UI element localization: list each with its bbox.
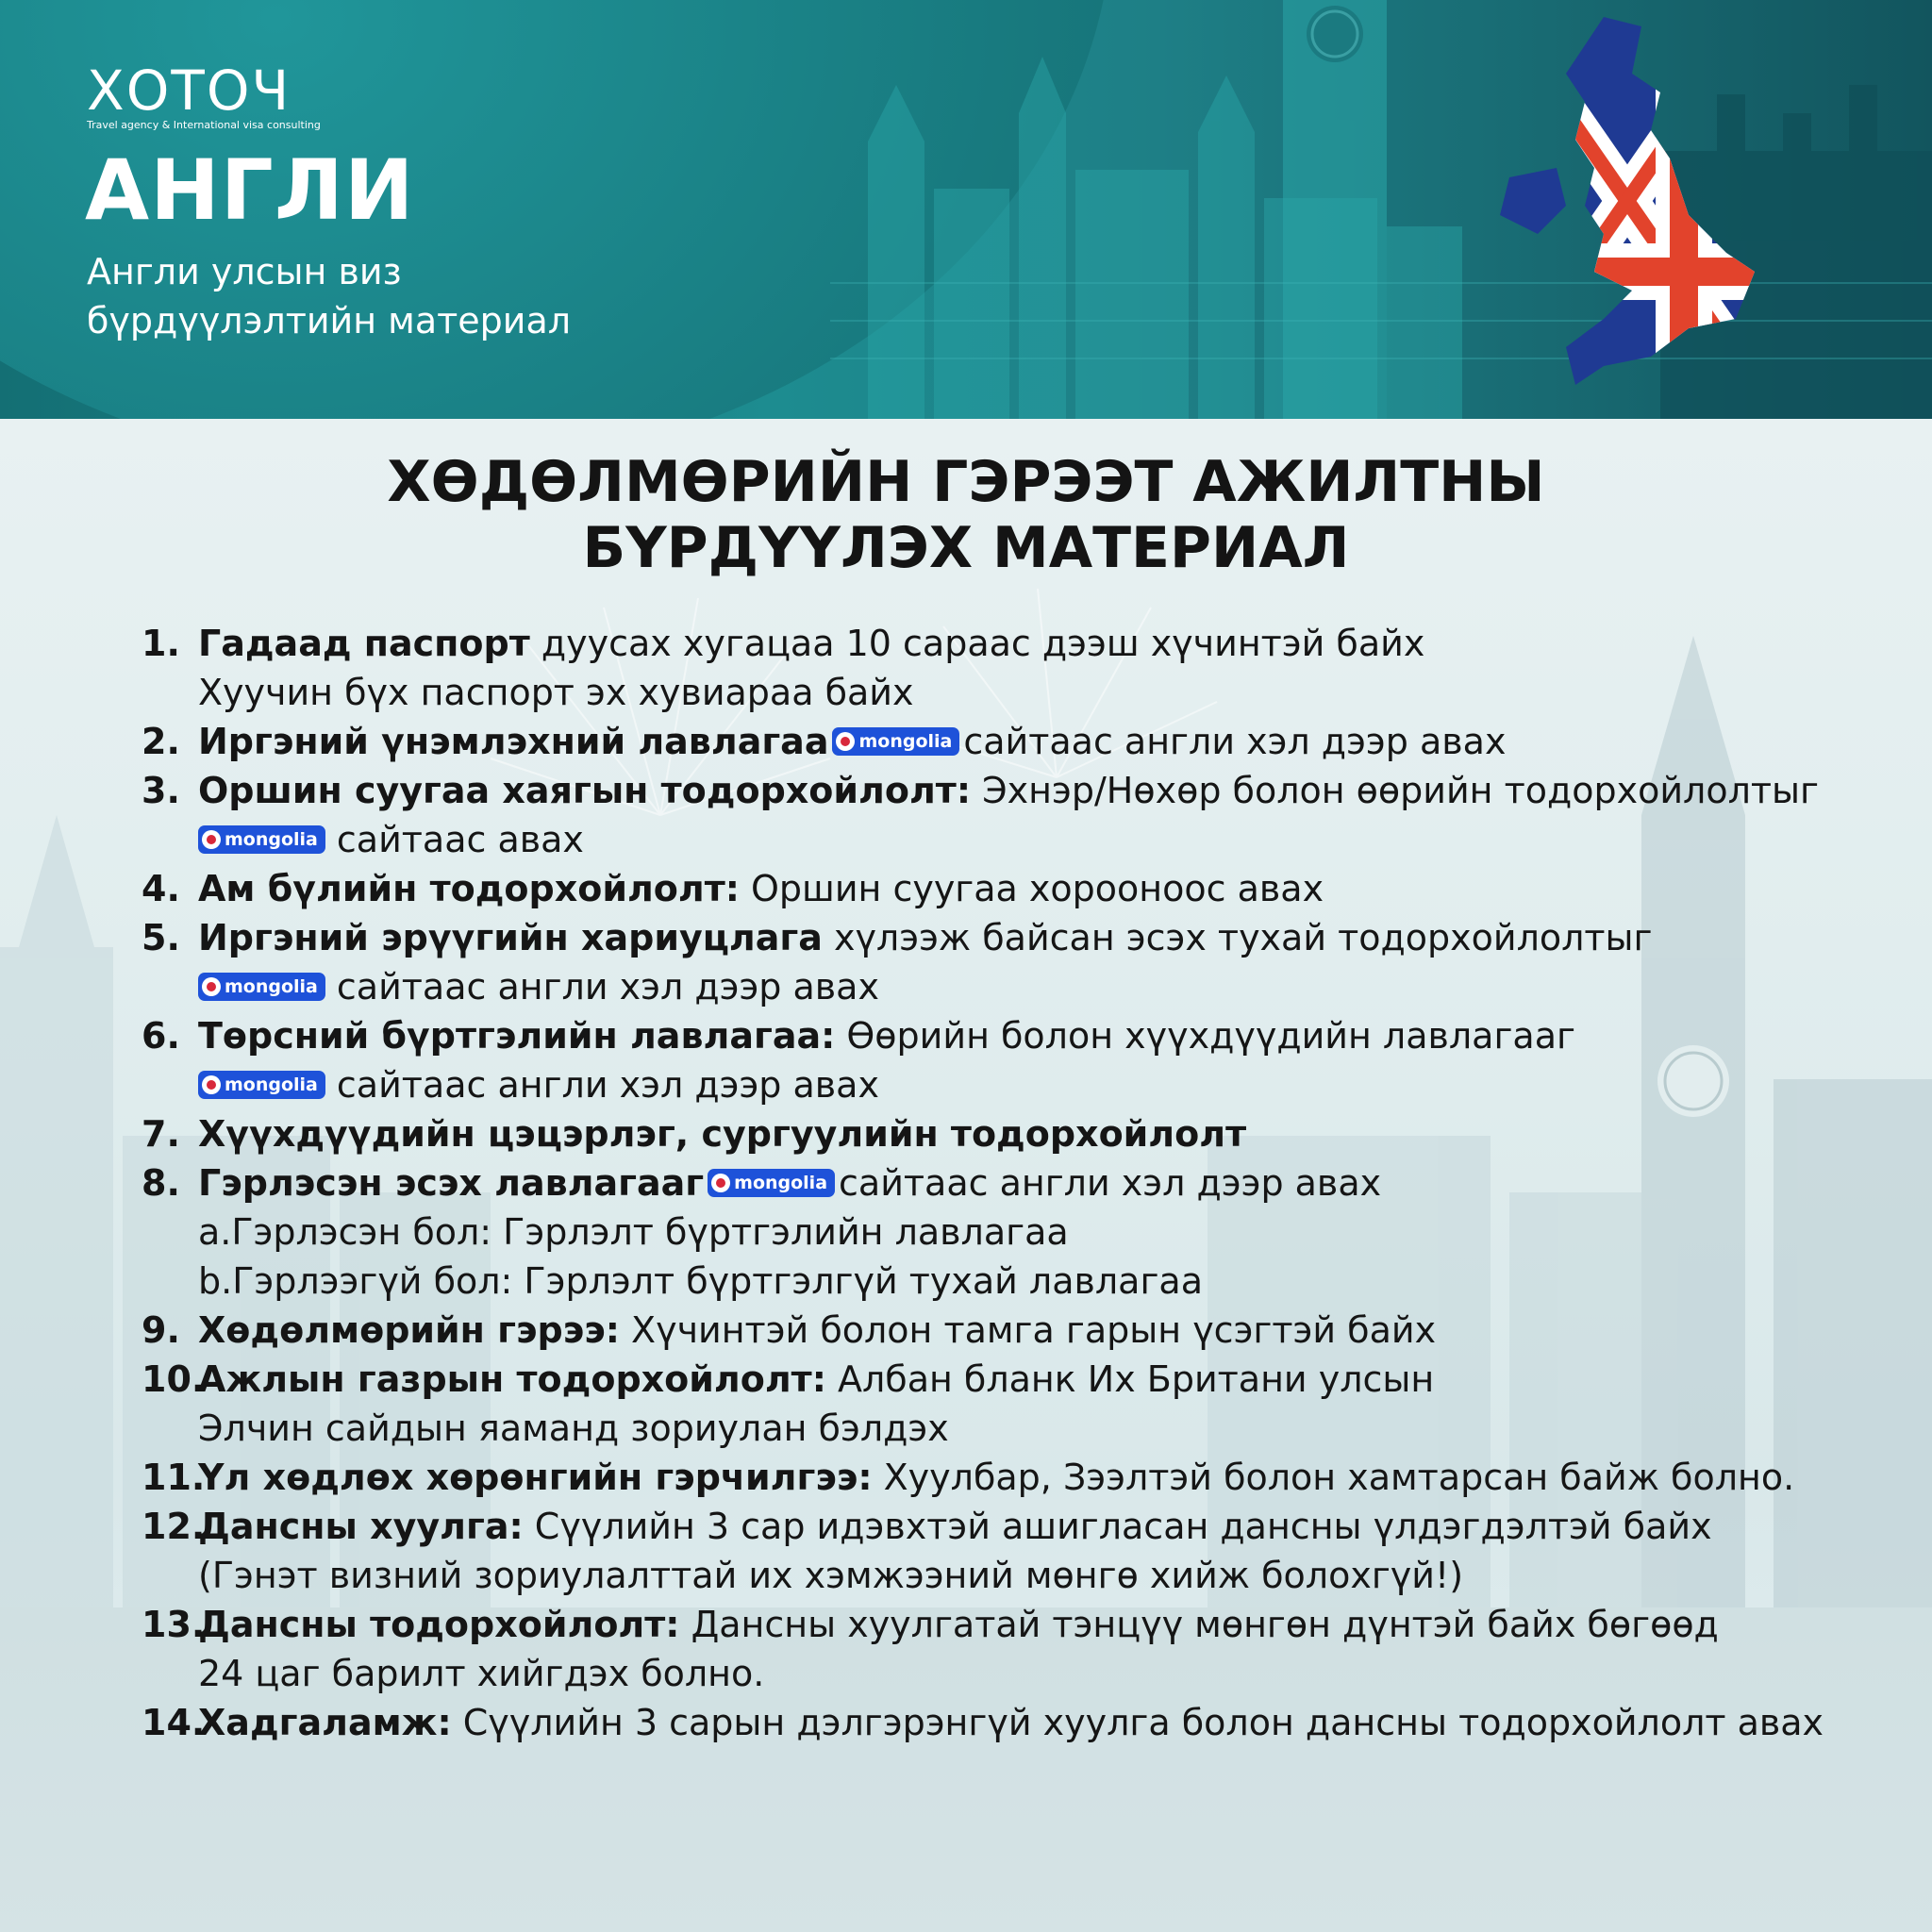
item-title: Оршин суугаа хаягын тодорхойлолт: — [198, 770, 972, 811]
list-item-continuation — [142, 1404, 1915, 1453]
item-title: Үл хөдлөх хөрөнгийн гэрчилгээ: — [198, 1457, 873, 1498]
e-mongolia-logo-icon — [202, 977, 221, 996]
item-number: 2. — [142, 721, 180, 762]
item-text: 24 цаг барилт хийгдэх болно. — [198, 1653, 765, 1694]
item-text: Хуулбар, Зээлтэй болон хамтарсан байж болно. — [872, 1457, 1795, 1498]
list-item — [142, 1502, 1915, 1551]
item-text: сайтаас англи хэл дээр авах — [963, 721, 1507, 762]
item-text: дуусах хугацаа 10 сараас дээш хүчинтэй байх — [529, 623, 1425, 664]
item-text: (Гэнэт визний зориулалттай их хэмжээний мөнгө хийж болохгүй!) — [198, 1555, 1464, 1596]
item-title: Хадгаламж: — [198, 1702, 452, 1743]
e-mongolia-badge — [708, 1169, 835, 1197]
e-mongolia-badge — [198, 1071, 325, 1099]
item-text: Хүчинтэй болон тамга гарын үсэгтэй байх — [619, 1309, 1437, 1351]
item-text: Оршин суугаа хорооноос авах — [739, 868, 1324, 909]
item-title: Иргэний үнэмлэхний лавлагаа — [198, 721, 829, 762]
logo-tagline: Travel agency & International visa consulting — [87, 119, 321, 131]
e-mongolia-logo-icon — [836, 732, 855, 751]
list-item — [142, 1306, 1915, 1355]
badge-label: mongolia — [734, 1173, 828, 1193]
item-number: 7. — [142, 1113, 180, 1155]
item-number: 12. — [142, 1506, 206, 1547]
item-text: сайтаас англи хэл дээр авах — [336, 966, 879, 1008]
westminster-skyline-image — [830, 0, 1932, 419]
subtitle-line-1: Англи улсын виз — [87, 251, 402, 292]
list-item — [142, 913, 1915, 962]
list-subitem — [142, 1208, 1915, 1257]
item-title: Хүүхдүүдийн цэцэрлэг, сургуулийн тодорхойлолт — [198, 1113, 1247, 1155]
item-title: Дансны тодорхойлолт: — [198, 1604, 680, 1645]
item-number: 1. — [142, 623, 180, 664]
list-item — [142, 619, 1915, 668]
item-title: Гадаад паспорт — [198, 623, 530, 664]
e-mongolia-badge — [832, 727, 959, 756]
item-title: Иргэний эрүүгийн хариуцлага — [198, 917, 823, 958]
e-mongolia-badge — [198, 825, 325, 854]
country-title: АНГЛИ — [85, 142, 415, 239]
company-logo — [87, 58, 332, 134]
country-subtitle — [87, 247, 571, 345]
subtitle-line-2: бүрдүүлэлтийн материал — [87, 300, 572, 341]
item-subtext: b.Гэрлээгүй бол: Гэрлэлт бүртгэлгүй тухай лавлагаа — [198, 1260, 1204, 1302]
badge-label: mongolia — [225, 976, 318, 997]
e-mongolia-logo-icon — [202, 830, 221, 849]
item-title: Хөдөлмөрийн гэрээ: — [198, 1309, 620, 1351]
item-text: сайтаас англи хэл дээр авах — [839, 1162, 1382, 1204]
item-number: 5. — [142, 917, 180, 958]
item-text: Эхнэр/Нөхөр болон өөрийн тодорхойлолтыг — [971, 770, 1819, 811]
item-title: Дансны хуулга: — [198, 1506, 524, 1547]
item-number: 9. — [142, 1309, 180, 1351]
item-number: 11. — [142, 1457, 206, 1498]
item-number: 6. — [142, 1015, 180, 1057]
requirements-list — [142, 619, 1915, 1747]
item-text: Албан бланк Их Британи улсын — [825, 1358, 1435, 1400]
list-item — [142, 1355, 1915, 1404]
item-title: Төрсний бүртгэлийн лавлагаа: — [198, 1015, 836, 1057]
list-item — [142, 1600, 1915, 1649]
badge-label: mongolia — [225, 829, 318, 850]
uk-flag-map-icon — [1500, 17, 1755, 385]
badge-label: mongolia — [858, 731, 953, 752]
list-item-continuation — [142, 815, 1915, 864]
item-title: Гэрлэсэн эсэх лавлагааг — [198, 1162, 705, 1204]
main-title — [0, 449, 1932, 581]
list-item — [142, 766, 1915, 815]
item-text: Дансны хуулгатай тэнцүү мөнгөн дүнтэй байх бөгөөд — [679, 1604, 1719, 1645]
item-text: хүлээж байсан эсэх тухай тодорхойлолтыг — [822, 917, 1653, 958]
item-number: 10. — [142, 1358, 206, 1400]
item-text: Сүүлийн 3 сар идэвхтэй ашигласан дансны үлдэгдэлтэй байх — [523, 1506, 1712, 1547]
item-title: Ажлын газрын тодорхойлолт: — [198, 1358, 826, 1400]
logo-wordmark: ХОТОЧ — [87, 58, 291, 123]
list-item — [142, 864, 1915, 913]
list-item-continuation — [142, 962, 1915, 1011]
list-subitem — [142, 1257, 1915, 1306]
main-title-line-2: БҮРДҮҮЛЭХ МАТЕРИАЛ — [582, 515, 1350, 581]
header-banner — [0, 0, 1932, 419]
list-item-continuation — [142, 668, 1915, 717]
item-number: 14. — [142, 1702, 206, 1743]
e-mongolia-logo-icon — [202, 1075, 221, 1094]
item-number: 13. — [142, 1604, 206, 1645]
list-item — [142, 1011, 1915, 1060]
main-title-line-1: ХӨДӨЛМӨРИЙН ГЭРЭЭТ АЖИЛТНЫ — [387, 449, 1545, 515]
list-item — [142, 1109, 1915, 1158]
list-item — [142, 1453, 1915, 1502]
item-title: Ам бүлийн тодорхойлолт: — [198, 868, 740, 909]
badge-label: mongolia — [225, 1074, 318, 1095]
e-mongolia-badge — [198, 973, 325, 1001]
item-subtext: a.Гэрлэсэн бол: Гэрлэлт бүртгэлийн лавлагаа — [198, 1211, 1069, 1253]
item-number: 8. — [142, 1162, 180, 1204]
list-item — [142, 1158, 1915, 1208]
item-text: Сүүлийн 3 сарын дэлгэрэнгүй хуулга болон дансны тодорхойлолт авах — [451, 1702, 1824, 1743]
list-item-continuation — [142, 1649, 1915, 1698]
item-number: 4. — [142, 868, 180, 909]
item-text: сайтаас англи хэл дээр авах — [336, 1064, 879, 1106]
list-item — [142, 717, 1915, 766]
list-item-continuation — [142, 1551, 1915, 1600]
item-text: Хуучин бүх паспорт эх хувиараа байх — [198, 672, 914, 713]
item-number: 3. — [142, 770, 180, 811]
list-item — [142, 1698, 1915, 1747]
list-item-continuation — [142, 1060, 1915, 1109]
item-text: Өөрийн болон хүүхдүүдийн лавлагааг — [835, 1015, 1575, 1057]
item-text: Элчин сайдын яаманд зориулан бэлдэх — [198, 1407, 949, 1449]
item-text: сайтаас авах — [336, 819, 584, 860]
e-mongolia-logo-icon — [711, 1174, 730, 1192]
